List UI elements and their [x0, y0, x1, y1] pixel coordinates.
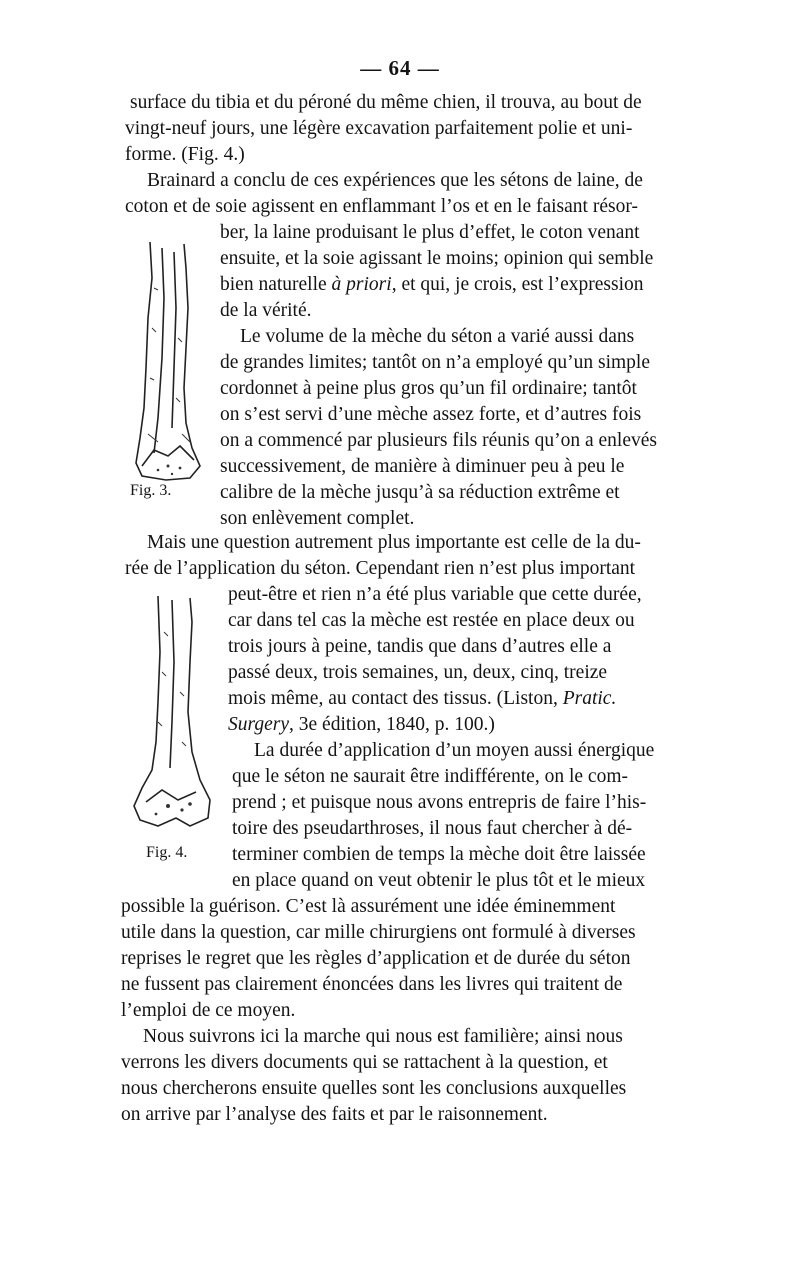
- text-line: on a commencé par plusieurs fils réunis qu’on a enlevés: [220, 430, 657, 451]
- text-line: on s’est servi d’une mèche assez forte, et d’autres fois: [220, 404, 642, 425]
- text-line: possible la guérison. C’est là assurément une idée éminemment: [121, 896, 616, 917]
- text-line: Le volume de la mèche du séton a varié aussi dans: [240, 326, 635, 347]
- text-line: de la vérité.: [220, 300, 312, 321]
- text-line: verrons les divers documents qui se rattachent à la question, et: [121, 1052, 608, 1073]
- text-line: surface du tibia et du péroné du même chien, il trouva, au bout de: [130, 92, 642, 113]
- text-line: La durée d’application d’un moyen aussi énergique: [254, 740, 655, 761]
- text-line: car dans tel cas la mèche est restée en place deux ou: [228, 610, 635, 631]
- text-line: son enlèvement complet.: [220, 508, 415, 529]
- bone-illustration-fig3: [128, 238, 206, 484]
- text-line: de grandes limites; tantôt on n’a employé qu’un simple: [220, 352, 650, 373]
- text-line: cordonnet à peine plus gros qu’un fil ordinaire; tantôt: [220, 378, 637, 399]
- text-line: ensuite, et la soie agissant le moins; opinion qui semble: [220, 248, 654, 269]
- text-line: ber, la laine produisant le plus d’effet, le coton venant: [220, 222, 640, 243]
- text-line: Nous suivrons ici la marche qui nous est familière; ainsi nous: [143, 1026, 623, 1047]
- text-line: toire des pseudarthroses, il nous faut chercher à dé-: [232, 818, 633, 839]
- text-line: bien naturelle à priori, et qui, je crois, est l’expression: [220, 274, 644, 295]
- text-line: ne fussent pas clairement énoncées dans les livres qui traitent de: [121, 974, 623, 995]
- text-line: prend ; et puisque nous avons entrepris de faire l’his-: [232, 792, 647, 813]
- text-line: on arrive par l’analyse des faits et par le raisonnement.: [121, 1104, 548, 1125]
- text-line: successivement, de manière à diminuer peu à peu le: [220, 456, 625, 477]
- text-line: l’emploi de ce moyen.: [121, 1000, 296, 1021]
- text-line: nous chercherons ensuite quelles sont les conclusions auxquelles: [121, 1078, 627, 1099]
- text-line: terminer combien de temps la mèche doit être laissée: [232, 844, 646, 865]
- text-line: en place quand on veut obtenir le plus tôt et le mieux: [232, 870, 646, 891]
- text-line: Brainard a conclu de ces expériences que les sétons de laine, de: [147, 170, 643, 191]
- text-line: que le séton ne saurait être indifférente, on le com-: [232, 766, 628, 787]
- text-line: passé deux, trois semaines, un, deux, cinq, treize: [228, 662, 608, 683]
- bone-illustration-fig4: [128, 592, 216, 836]
- text-line: Mais une question autrement plus importante est celle de la du-: [147, 532, 641, 553]
- text-line: reprises le regret que les règles d’application et de durée du séton: [121, 948, 631, 969]
- text-line: forme. (Fig. 4.): [125, 144, 245, 165]
- text-line: mois même, au contact des tissus. (Liston, Pratic.: [228, 688, 617, 709]
- figure-caption-fig4: Fig. 4.: [146, 844, 188, 861]
- text-line: peut-être et rien n’a été plus variable que cette durée,: [228, 584, 642, 605]
- text-line: Surgery, 3e édition, 1840, p. 100.): [228, 714, 495, 735]
- text-line: coton et de soie agissent en enflammant l’os et en le faisant résor-: [125, 196, 638, 217]
- page-number: — 64 —: [360, 56, 440, 80]
- figure-caption-fig3: Fig. 3.: [130, 482, 172, 499]
- text-line: trois jours à peine, tandis que dans d’autres elle a: [228, 636, 612, 657]
- text-line: rée de l’application du séton. Cependant rien n’est plus important: [125, 558, 636, 579]
- text-line: calibre de la mèche jusqu’à sa réduction extrême et: [220, 482, 620, 503]
- text-line: utile dans la question, car mille chirurgiens ont formulé à diverses: [121, 922, 636, 943]
- text-line: vingt-neuf jours, une légère excavation parfaitement polie et uni-: [125, 118, 633, 139]
